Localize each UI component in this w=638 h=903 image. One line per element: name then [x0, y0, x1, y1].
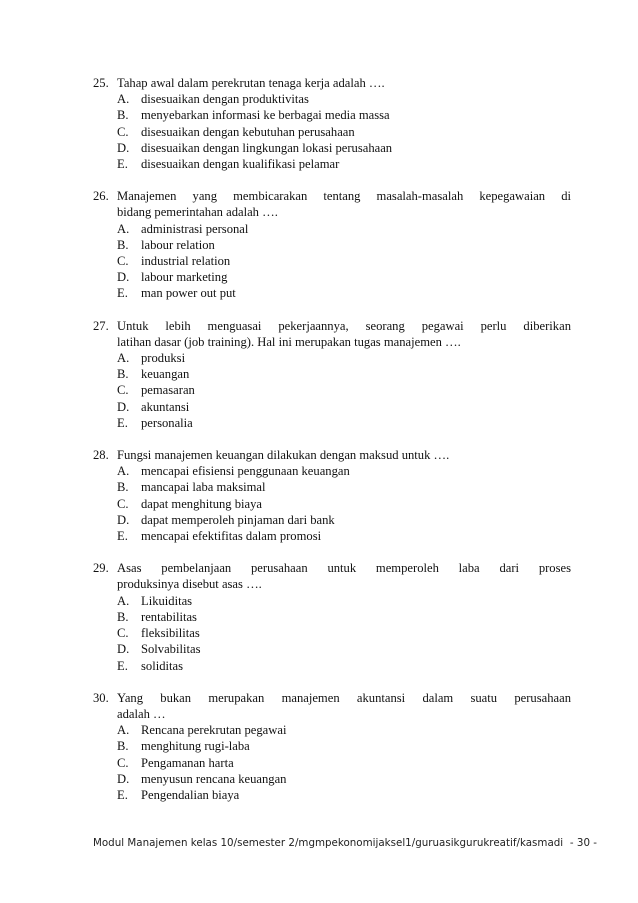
question-text-line-2: bidang pemerintahan adalah ….: [117, 205, 278, 220]
question-number: 26.: [93, 189, 109, 204]
question-text-line-2: produksinya disebut asas ….: [117, 577, 262, 592]
option-b: B. menyebarkan informasi ke berbagai media massa: [117, 108, 390, 123]
option-e: E. soliditas: [117, 658, 183, 673]
option-b: B. labour relation: [117, 237, 215, 252]
question-number: 30.: [93, 690, 109, 705]
option-e: E. disesuaikan dengan kualifikasi pelamar: [117, 157, 340, 172]
option-c: C. dapat menghitung biaya: [117, 496, 263, 511]
option-d: D. Solvabilitas: [117, 642, 201, 657]
option-c: C. pemasaran: [117, 383, 195, 398]
option-a: A. Likuiditas: [117, 593, 193, 608]
question-27: [93, 318, 571, 431]
option-e: E. personalia: [117, 415, 193, 430]
option-b: B. rentabilitas: [117, 609, 197, 624]
option-d: D. akuntansi: [117, 399, 190, 414]
question-number: 29.: [93, 561, 109, 576]
option-c: C. Pengamanan harta: [117, 755, 234, 770]
question-list: [93, 75, 571, 819]
footer-source: Modul Manajemen kelas 10/semester 2/mgmpekonomijaksel1/guruasikgurukreatif/kasmadi: [93, 837, 564, 849]
question-text-line-2: latihan dasar (job training). Hal ini merupakan tugas manajemen ….: [117, 334, 461, 349]
page-footer: [93, 837, 597, 849]
option-c: C. disesuaikan dengan kebutuhan perusahaan: [117, 124, 355, 139]
option-b: B. menghitung rugi-laba: [117, 739, 250, 754]
question-25: [93, 75, 571, 172]
question-text-line-1: Yang bukan merupakan manajemen akuntansi dalam suatu perusahaan: [117, 690, 571, 705]
option-b: B. keuangan: [117, 367, 190, 382]
option-a: A. mencapai efisiensi penggunaan keuangan: [117, 464, 350, 479]
question-28: [93, 447, 571, 544]
option-c: C. industrial relation: [117, 254, 231, 269]
question-number: 28.: [93, 448, 109, 463]
option-a: A. administrasi personal: [117, 221, 249, 236]
question-number: 25.: [93, 76, 109, 90]
question-text-line-1: Asas pembelanjaan perusahaan untuk memperoleh laba dari proses: [117, 561, 571, 576]
option-d: D. disesuaikan dengan lingkungan lokasi perusahaan: [117, 140, 393, 155]
option-d: D. labour marketing: [117, 270, 228, 285]
question-30: [93, 690, 571, 803]
option-e: E. man power out put: [117, 286, 236, 301]
question-26: [93, 188, 571, 301]
question-text-line-1: Manajemen yang membicarakan tentang masalah-masalah kepegawaian di: [117, 189, 571, 204]
option-a: A. disesuaikan dengan produktivitas: [117, 92, 309, 107]
option-d: D. menyusun rencana keuangan: [117, 771, 287, 786]
page-number: - 30 -: [569, 837, 597, 849]
option-a: A. produksi: [117, 351, 186, 366]
question-text: Fungsi manajemen keuangan dilakukan dengan maksud untuk ….: [117, 448, 450, 463]
question-number: 27.: [93, 318, 109, 333]
option-e: E. Pengendalian biaya: [117, 787, 240, 802]
option-c: C. fleksibilitas: [117, 626, 200, 641]
question-text: Tahap awal dalam perekrutan tenaga kerja adalah ….: [117, 76, 385, 90]
option-b: B. mancapai laba maksimal: [117, 480, 266, 495]
question-text-line-1: Untuk lebih menguasai pekerjaannya, seorang pegawai perlu diberikan: [117, 318, 571, 333]
option-a: A. Rencana perekrutan pegawai: [117, 723, 287, 738]
option-e: E. mencapai efektifitas dalam promosi: [117, 529, 322, 544]
option-d: D. dapat memperoleh pinjaman dari bank: [117, 512, 335, 527]
question-29: [93, 560, 571, 673]
question-text-line-2: adalah …: [117, 706, 166, 721]
